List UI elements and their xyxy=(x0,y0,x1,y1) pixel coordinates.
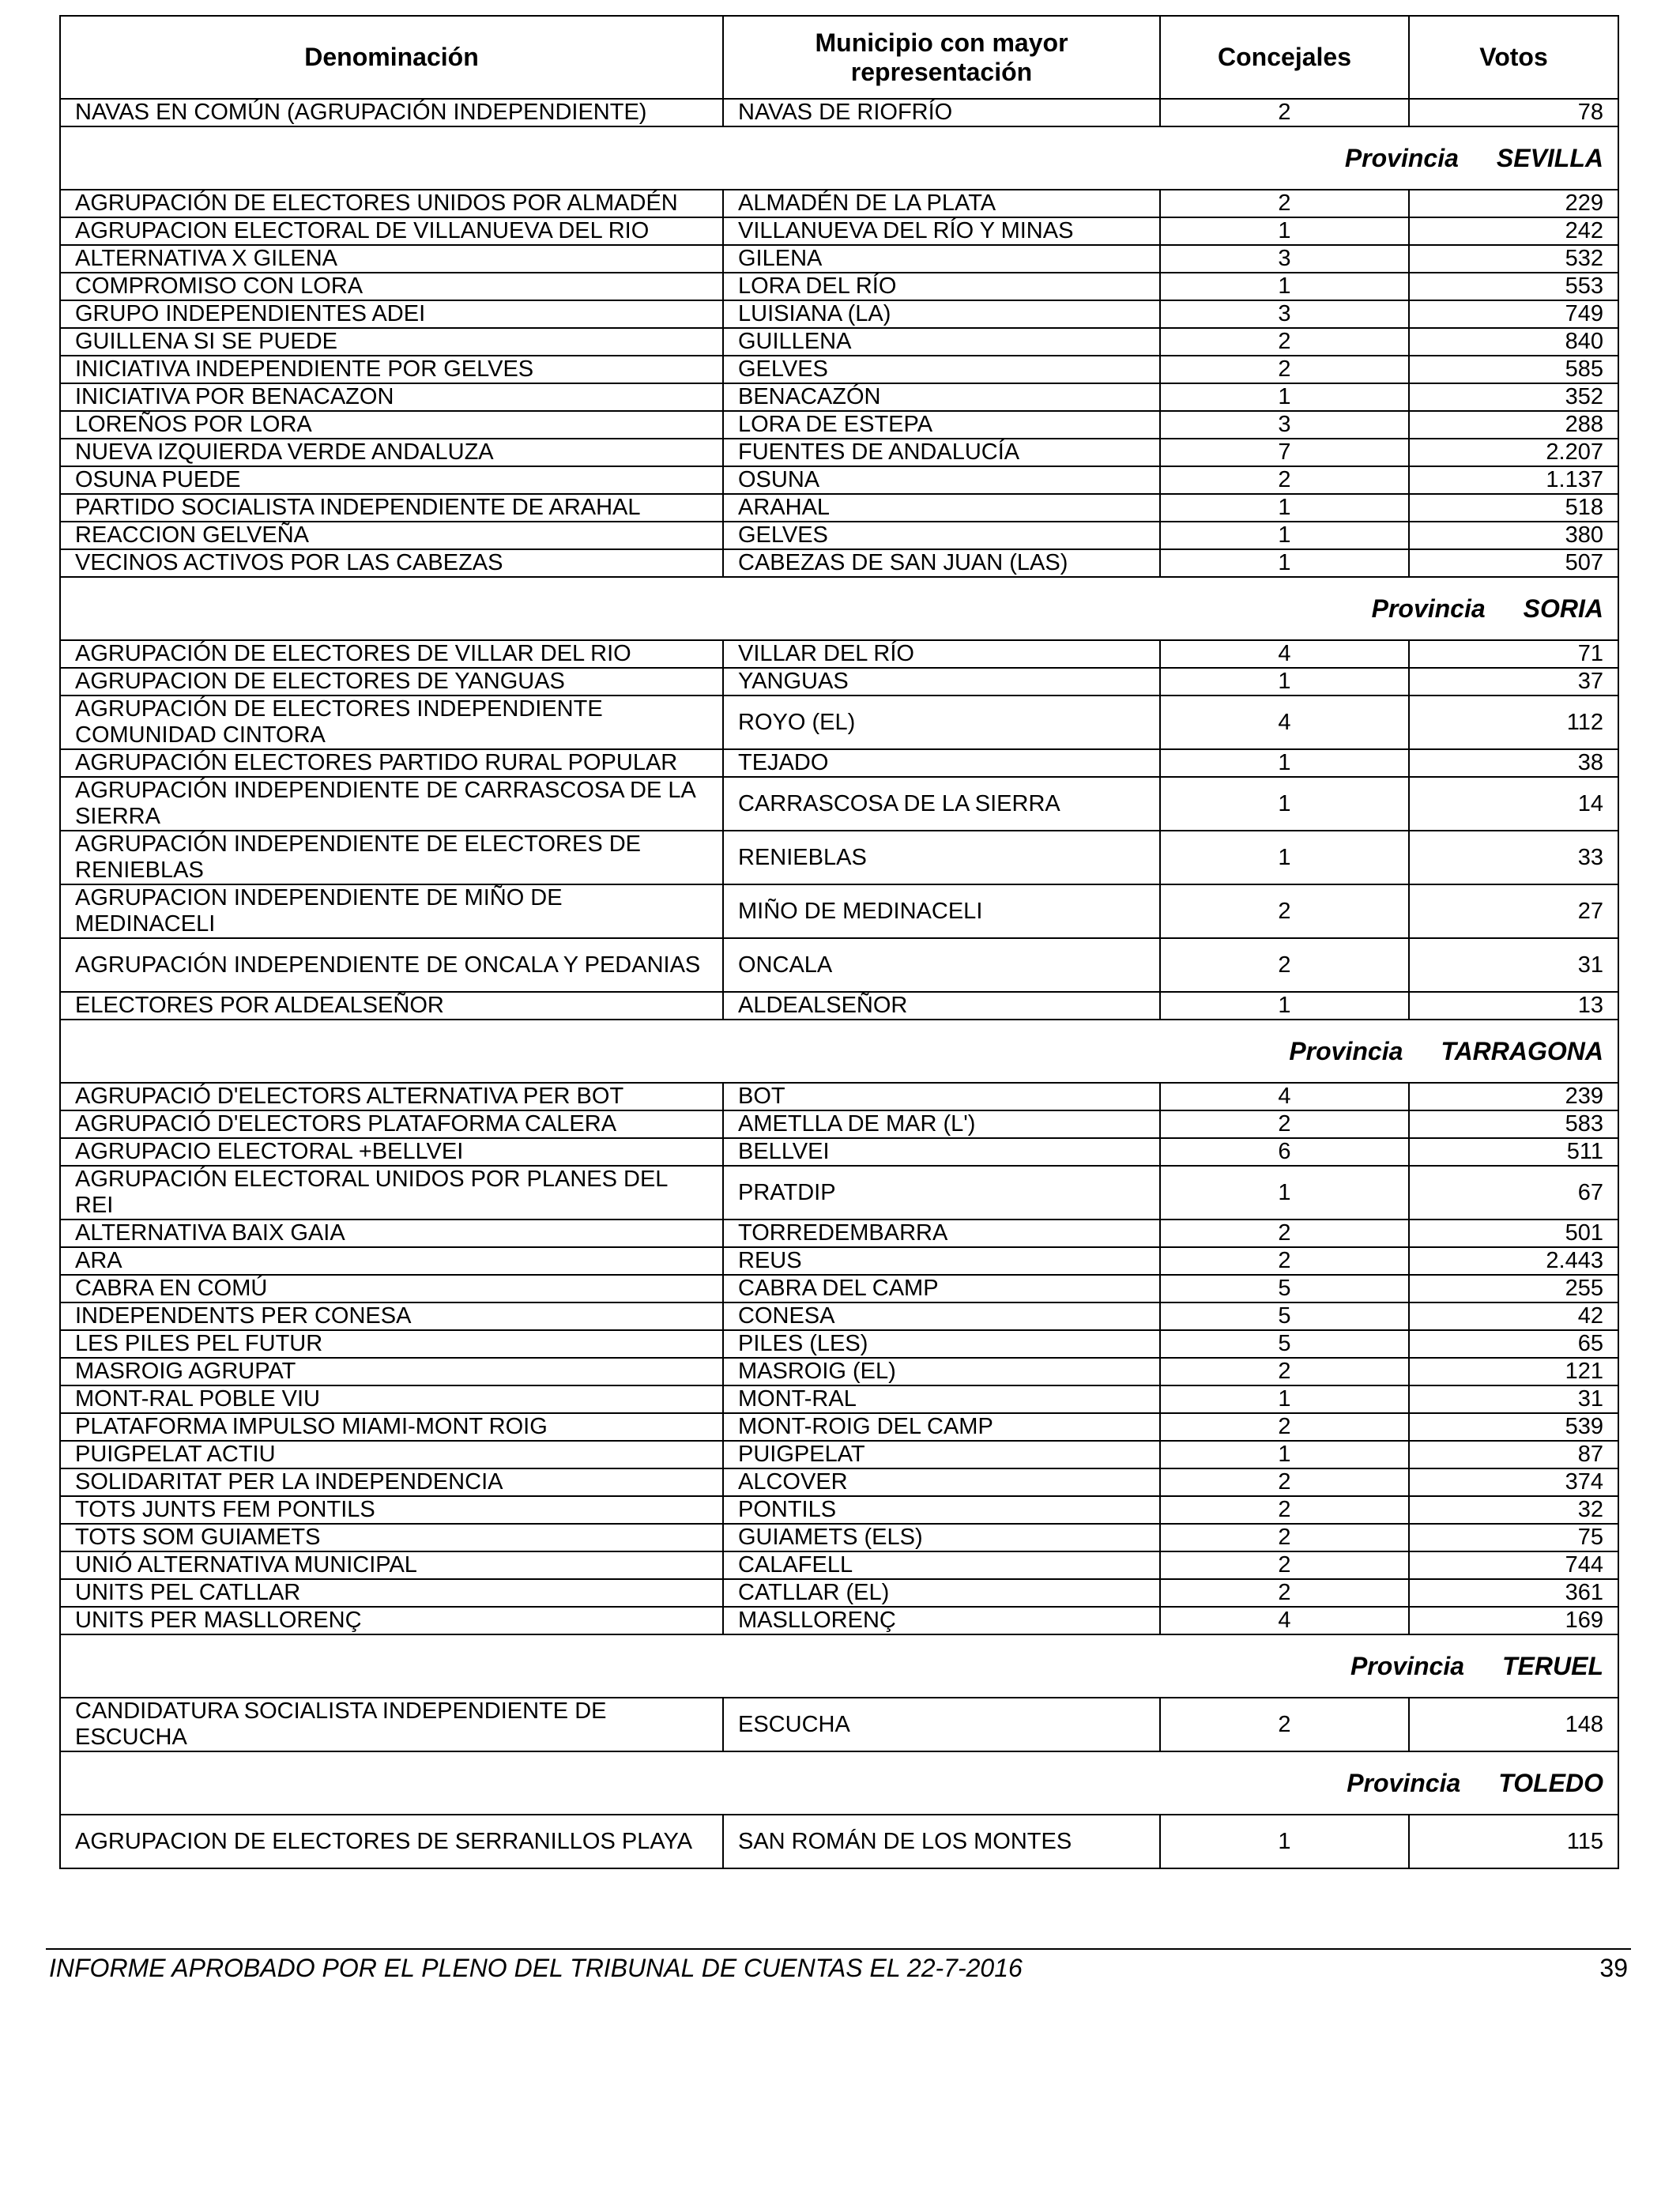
cell-denominacion: MONT-RAL POBLE VIU xyxy=(60,1385,723,1413)
table-row xyxy=(60,1496,1618,1524)
cell-municipio: BENACAZÓN xyxy=(723,383,1160,411)
table-row xyxy=(60,439,1618,466)
cell-denominacion: AGRUPACIÓN INDEPENDIENTE DE ONCALA Y PEDANIAS xyxy=(60,938,723,992)
cell-concejales: 1 xyxy=(1160,749,1409,777)
cell-municipio: ALMADÉN DE LA PLATA xyxy=(723,190,1160,217)
cell-votos: 511 xyxy=(1409,1138,1618,1166)
table-row xyxy=(60,190,1618,217)
table-row xyxy=(60,1247,1618,1275)
cell-denominacion: AGRUPACION INDEPENDIENTE DE MIÑO DE MEDINACELI xyxy=(60,884,723,938)
cell-concejales: 3 xyxy=(1160,300,1409,328)
cell-votos: 32 xyxy=(1409,1496,1618,1524)
cell-denominacion: TOTS SOM GUIAMETS xyxy=(60,1524,723,1551)
cell-denominacion: AGRUPACION DE ELECTORES DE YANGUAS xyxy=(60,668,723,696)
cell-votos: 539 xyxy=(1409,1413,1618,1441)
table-row xyxy=(60,831,1618,884)
cell-denominacion: AGRUPACION DE ELECTORES DE SERRANILLOS PLAYA xyxy=(60,1815,723,1868)
cell-votos: 148 xyxy=(1409,1698,1618,1751)
cell-municipio: VILLAR DEL RÍO xyxy=(723,640,1160,668)
cell-municipio: PRATDIP xyxy=(723,1166,1160,1220)
province-label: Provincia xyxy=(1289,1036,1403,1065)
cell-votos: 507 xyxy=(1409,549,1618,577)
table-row xyxy=(60,1138,1618,1166)
cell-denominacion: SOLIDARITAT PER LA INDEPENDENCIA xyxy=(60,1468,723,1496)
cell-votos: 31 xyxy=(1409,938,1618,992)
cell-votos: 14 xyxy=(1409,777,1618,831)
cell-municipio: GELVES xyxy=(723,522,1160,549)
cell-municipio: LORA DE ESTEPA xyxy=(723,411,1160,439)
cell-municipio: CATLLAR (EL) xyxy=(723,1579,1160,1607)
province-name: TARRAGONA xyxy=(1441,1036,1603,1065)
cell-municipio: ROYO (EL) xyxy=(723,696,1160,749)
province-name: SORIA xyxy=(1523,594,1603,623)
footer-text: INFORME APROBADO POR EL PLENO DEL TRIBUNAL DE CUENTAS EL 22-7-2016 xyxy=(49,1954,1023,1982)
table-row xyxy=(60,1441,1618,1468)
province-label: Provincia xyxy=(1344,143,1459,172)
table-row xyxy=(60,1468,1618,1496)
cell-denominacion: AGRUPACIÓN INDEPENDIENTE DE CARRASCOSA DE LA SIERRA xyxy=(60,777,723,831)
cell-votos: 239 xyxy=(1409,1083,1618,1110)
table-row xyxy=(60,356,1618,383)
cell-municipio: ALCOVER xyxy=(723,1468,1160,1496)
table-row xyxy=(60,1385,1618,1413)
table-row xyxy=(60,668,1618,696)
cell-denominacion: AGRUPACIÓ D'ELECTORS ALTERNATIVA PER BOT xyxy=(60,1083,723,1110)
cell-votos: 115 xyxy=(1409,1815,1618,1868)
cell-municipio: PONTILS xyxy=(723,1496,1160,1524)
cell-municipio: RENIEBLAS xyxy=(723,831,1160,884)
cell-municipio: MONT-ROIG DEL CAMP xyxy=(723,1413,1160,1441)
cell-denominacion: REACCION GELVEÑA xyxy=(60,522,723,549)
cell-denominacion: MASROIG AGRUPAT xyxy=(60,1358,723,1385)
cell-municipio: AMETLLA DE MAR (L') xyxy=(723,1110,1160,1138)
cell-concejales: 2 xyxy=(1160,884,1409,938)
cell-denominacion: ARA xyxy=(60,1247,723,1275)
cell-municipio: VILLANUEVA DEL RÍO Y MINAS xyxy=(723,217,1160,245)
cell-votos: 33 xyxy=(1409,831,1618,884)
cell-concejales: 1 xyxy=(1160,831,1409,884)
table-row xyxy=(60,494,1618,522)
cell-concejales: 2 xyxy=(1160,938,1409,992)
cell-concejales: 2 xyxy=(1160,1220,1409,1247)
cell-votos: 2.207 xyxy=(1409,439,1618,466)
cell-denominacion: UNIÓ ALTERNATIVA MUNICIPAL xyxy=(60,1551,723,1579)
cell-votos: 242 xyxy=(1409,217,1618,245)
cell-denominacion: GRUPO INDEPENDIENTES ADEI xyxy=(60,300,723,328)
cell-concejales: 2 xyxy=(1160,1468,1409,1496)
province-name: TERUEL xyxy=(1502,1651,1603,1680)
cell-concejales: 1 xyxy=(1160,1815,1409,1868)
cell-municipio: LUISIANA (LA) xyxy=(723,300,1160,328)
cell-concejales: 2 xyxy=(1160,1496,1409,1524)
cell-municipio: TORREDEMBARRA xyxy=(723,1220,1160,1247)
cell-votos: 583 xyxy=(1409,1110,1618,1138)
province-label: Provincia xyxy=(1350,1651,1464,1680)
cell-municipio: MASLLORENÇ xyxy=(723,1607,1160,1634)
cell-municipio: YANGUAS xyxy=(723,668,1160,696)
cell-concejales: 2 xyxy=(1160,356,1409,383)
cell-concejales: 2 xyxy=(1160,1579,1409,1607)
cell-votos: 255 xyxy=(1409,1275,1618,1302)
cell-municipio: ESCUCHA xyxy=(723,1698,1160,1751)
cell-concejales: 2 xyxy=(1160,190,1409,217)
cell-votos: 229 xyxy=(1409,190,1618,217)
cell-concejales: 4 xyxy=(1160,696,1409,749)
footer-rule xyxy=(46,1948,1631,1950)
cell-concejales: 1 xyxy=(1160,549,1409,577)
cell-concejales: 2 xyxy=(1160,1358,1409,1385)
cell-municipio: CABRA DEL CAMP xyxy=(723,1275,1160,1302)
table-row xyxy=(60,466,1618,494)
cell-votos: 840 xyxy=(1409,328,1618,356)
table-row xyxy=(60,1413,1618,1441)
cell-denominacion: GUILLENA SI SE PUEDE xyxy=(60,328,723,356)
cell-municipio: OSUNA xyxy=(723,466,1160,494)
cell-denominacion: ELECTORES POR ALDEALSEÑOR xyxy=(60,992,723,1020)
results-table xyxy=(59,15,1619,1869)
province-name: SEVILLA xyxy=(1496,143,1603,172)
header-votos: Votos xyxy=(1409,16,1618,99)
cell-denominacion: LES PILES PEL FUTUR xyxy=(60,1330,723,1358)
table-row xyxy=(60,383,1618,411)
table-row xyxy=(60,522,1618,549)
cell-denominacion: CANDIDATURA SOCIALISTA INDEPENDIENTE DE ESCUCHA xyxy=(60,1698,723,1751)
province-label: Provincia xyxy=(1347,1768,1461,1797)
cell-denominacion: AGRUPACIO ELECTORAL +BELLVEI xyxy=(60,1138,723,1166)
cell-denominacion: INICIATIVA INDEPENDIENTE POR GELVES xyxy=(60,356,723,383)
cell-concejales: 5 xyxy=(1160,1302,1409,1330)
province-header xyxy=(60,1020,1618,1083)
table-row xyxy=(60,549,1618,577)
cell-votos: 67 xyxy=(1409,1166,1618,1220)
cell-concejales: 2 xyxy=(1160,99,1409,126)
cell-votos: 288 xyxy=(1409,411,1618,439)
cell-votos: 380 xyxy=(1409,522,1618,549)
cell-concejales: 2 xyxy=(1160,466,1409,494)
table-row xyxy=(60,1815,1618,1868)
cell-denominacion: OSUNA PUEDE xyxy=(60,466,723,494)
province-header-row xyxy=(60,1751,1618,1815)
table-row xyxy=(60,217,1618,245)
cell-municipio: GILENA xyxy=(723,245,1160,273)
table-row xyxy=(60,99,1618,126)
cell-votos: 361 xyxy=(1409,1579,1618,1607)
cell-denominacion: AGRUPACIÓN DE ELECTORES INDEPENDIENTE COMUNIDAD CINTORA xyxy=(60,696,723,749)
cell-votos: 27 xyxy=(1409,884,1618,938)
cell-municipio: MIÑO DE MEDINACELI xyxy=(723,884,1160,938)
cell-denominacion: UNITS PER MASLLORENÇ xyxy=(60,1607,723,1634)
cell-concejales: 1 xyxy=(1160,1166,1409,1220)
cell-denominacion: COMPROMISO CON LORA xyxy=(60,273,723,300)
page-number: 39 xyxy=(1599,1954,1628,1982)
table-row xyxy=(60,884,1618,938)
cell-denominacion: AGRUPACION ELECTORAL DE VILLANUEVA DEL RIO xyxy=(60,217,723,245)
table-row xyxy=(60,1579,1618,1607)
cell-denominacion: AGRUPACIÓN ELECTORAL UNIDOS POR PLANES DEL REI xyxy=(60,1166,723,1220)
cell-concejales: 4 xyxy=(1160,1607,1409,1634)
table-row xyxy=(60,1607,1618,1634)
cell-votos: 744 xyxy=(1409,1551,1618,1579)
cell-votos: 374 xyxy=(1409,1468,1618,1496)
cell-municipio: PILES (LES) xyxy=(723,1330,1160,1358)
cell-votos: 31 xyxy=(1409,1385,1618,1413)
cell-concejales: 2 xyxy=(1160,328,1409,356)
cell-denominacion: INICIATIVA POR BENACAZON xyxy=(60,383,723,411)
cell-concejales: 1 xyxy=(1160,1385,1409,1413)
province-header xyxy=(60,126,1618,190)
cell-denominacion: PUIGPELAT ACTIU xyxy=(60,1441,723,1468)
cell-concejales: 5 xyxy=(1160,1330,1409,1358)
cell-concejales: 1 xyxy=(1160,383,1409,411)
cell-denominacion: NAVAS EN COMÚN (AGRUPACIÓN INDEPENDIENTE) xyxy=(60,99,723,126)
province-header-row xyxy=(60,1634,1618,1698)
cell-concejales: 1 xyxy=(1160,777,1409,831)
cell-votos: 2.443 xyxy=(1409,1247,1618,1275)
cell-concejales: 2 xyxy=(1160,1413,1409,1441)
table-row xyxy=(60,938,1618,992)
cell-votos: 532 xyxy=(1409,245,1618,273)
cell-concejales: 1 xyxy=(1160,1441,1409,1468)
cell-concejales: 1 xyxy=(1160,522,1409,549)
cell-municipio: ALDEALSEÑOR xyxy=(723,992,1160,1020)
cell-denominacion: CABRA EN COMÚ xyxy=(60,1275,723,1302)
province-header xyxy=(60,1751,1618,1815)
cell-denominacion: PARTIDO SOCIALISTA INDEPENDIENTE DE ARAHAL xyxy=(60,494,723,522)
table-body xyxy=(60,99,1618,1868)
header-concejales: Concejales xyxy=(1160,16,1409,99)
province-header xyxy=(60,1634,1618,1698)
table-row xyxy=(60,1166,1618,1220)
cell-votos: 553 xyxy=(1409,273,1618,300)
cell-votos: 37 xyxy=(1409,668,1618,696)
cell-votos: 38 xyxy=(1409,749,1618,777)
cell-municipio: BOT xyxy=(723,1083,1160,1110)
table-row xyxy=(60,1358,1618,1385)
table-row xyxy=(60,411,1618,439)
cell-denominacion: AGRUPACIÓN INDEPENDIENTE DE ELECTORES DE RENIEBLAS xyxy=(60,831,723,884)
cell-municipio: CALAFELL xyxy=(723,1551,1160,1579)
province-header xyxy=(60,577,1618,640)
cell-votos: 749 xyxy=(1409,300,1618,328)
cell-votos: 13 xyxy=(1409,992,1618,1020)
table-row xyxy=(60,1110,1618,1138)
cell-votos: 87 xyxy=(1409,1441,1618,1468)
cell-concejales: 4 xyxy=(1160,1083,1409,1110)
table-row xyxy=(60,1698,1618,1751)
table-row xyxy=(60,1275,1618,1302)
cell-denominacion: LOREÑOS POR LORA xyxy=(60,411,723,439)
cell-municipio: SAN ROMÁN DE LOS MONTES xyxy=(723,1815,1160,1868)
cell-municipio: GUIAMETS (ELS) xyxy=(723,1524,1160,1551)
cell-votos: 78 xyxy=(1409,99,1618,126)
province-header-row xyxy=(60,126,1618,190)
cell-municipio: TEJADO xyxy=(723,749,1160,777)
cell-municipio: REUS xyxy=(723,1247,1160,1275)
table-row xyxy=(60,245,1618,273)
table-row xyxy=(60,1220,1618,1247)
province-label: Provincia xyxy=(1371,594,1486,623)
province-name: TOLEDO xyxy=(1498,1768,1603,1797)
cell-municipio: LORA DEL RÍO xyxy=(723,273,1160,300)
cell-concejales: 2 xyxy=(1160,1698,1409,1751)
cell-votos: 42 xyxy=(1409,1302,1618,1330)
table-row xyxy=(60,328,1618,356)
cell-municipio: ARAHAL xyxy=(723,494,1160,522)
cell-denominacion: INDEPENDENTS PER CONESA xyxy=(60,1302,723,1330)
cell-denominacion: AGRUPACIÓN DE ELECTORES UNIDOS POR ALMADÉN xyxy=(60,190,723,217)
cell-votos: 112 xyxy=(1409,696,1618,749)
cell-votos: 501 xyxy=(1409,1220,1618,1247)
cell-votos: 585 xyxy=(1409,356,1618,383)
cell-votos: 121 xyxy=(1409,1358,1618,1385)
cell-concejales: 3 xyxy=(1160,245,1409,273)
cell-concejales: 2 xyxy=(1160,1551,1409,1579)
cell-votos: 1.137 xyxy=(1409,466,1618,494)
cell-municipio: CARRASCOSA DE LA SIERRA xyxy=(723,777,1160,831)
cell-votos: 75 xyxy=(1409,1524,1618,1551)
cell-municipio: ONCALA xyxy=(723,938,1160,992)
cell-municipio: MASROIG (EL) xyxy=(723,1358,1160,1385)
cell-municipio: BELLVEI xyxy=(723,1138,1160,1166)
table-row xyxy=(60,696,1618,749)
cell-votos: 352 xyxy=(1409,383,1618,411)
cell-concejales: 2 xyxy=(1160,1110,1409,1138)
cell-votos: 169 xyxy=(1409,1607,1618,1634)
table-row xyxy=(60,300,1618,328)
cell-municipio: CONESA xyxy=(723,1302,1160,1330)
table-row xyxy=(60,640,1618,668)
table-row xyxy=(60,992,1618,1020)
cell-denominacion: AGRUPACIÓ D'ELECTORS PLATAFORMA CALERA xyxy=(60,1110,723,1138)
cell-municipio: PUIGPELAT xyxy=(723,1441,1160,1468)
cell-votos: 518 xyxy=(1409,494,1618,522)
table-row xyxy=(60,1302,1618,1330)
cell-denominacion: AGRUPACIÓN DE ELECTORES DE VILLAR DEL RIO xyxy=(60,640,723,668)
cell-concejales: 1 xyxy=(1160,992,1409,1020)
header-municipio: Municipio con mayor representación xyxy=(723,16,1160,99)
cell-concejales: 5 xyxy=(1160,1275,1409,1302)
cell-municipio: CABEZAS DE SAN JUAN (LAS) xyxy=(723,549,1160,577)
table-row xyxy=(60,273,1618,300)
province-header-row xyxy=(60,577,1618,640)
cell-municipio: FUENTES DE ANDALUCÍA xyxy=(723,439,1160,466)
table-row xyxy=(60,1551,1618,1579)
province-header-row xyxy=(60,1020,1618,1083)
table-row xyxy=(60,1524,1618,1551)
header-denominacion: Denominación xyxy=(60,16,723,99)
cell-votos: 65 xyxy=(1409,1330,1618,1358)
cell-concejales: 6 xyxy=(1160,1138,1409,1166)
table-header-row xyxy=(60,16,1618,99)
cell-denominacion: PLATAFORMA IMPULSO MIAMI-MONT ROIG xyxy=(60,1413,723,1441)
cell-municipio: GUILLENA xyxy=(723,328,1160,356)
cell-concejales: 3 xyxy=(1160,411,1409,439)
cell-denominacion: TOTS JUNTS FEM PONTILS xyxy=(60,1496,723,1524)
table-row xyxy=(60,1083,1618,1110)
cell-votos: 71 xyxy=(1409,640,1618,668)
cell-denominacion: VECINOS ACTIVOS POR LAS CABEZAS xyxy=(60,549,723,577)
cell-denominacion: ALTERNATIVA BAIX GAIA xyxy=(60,1220,723,1247)
table-row xyxy=(60,777,1618,831)
cell-concejales: 7 xyxy=(1160,439,1409,466)
cell-concejales: 1 xyxy=(1160,494,1409,522)
cell-denominacion: ALTERNATIVA X GILENA xyxy=(60,245,723,273)
table-row xyxy=(60,1330,1618,1358)
cell-concejales: 4 xyxy=(1160,640,1409,668)
cell-concejales: 2 xyxy=(1160,1247,1409,1275)
table-row xyxy=(60,749,1618,777)
cell-municipio: MONT-RAL xyxy=(723,1385,1160,1413)
cell-municipio: GELVES xyxy=(723,356,1160,383)
cell-denominacion: NUEVA IZQUIERDA VERDE ANDALUZA xyxy=(60,439,723,466)
cell-denominacion: UNITS PEL CATLLAR xyxy=(60,1579,723,1607)
cell-concejales: 2 xyxy=(1160,1524,1409,1551)
cell-concejales: 1 xyxy=(1160,668,1409,696)
cell-concejales: 1 xyxy=(1160,273,1409,300)
cell-concejales: 1 xyxy=(1160,217,1409,245)
cell-municipio: NAVAS DE RIOFRÍO xyxy=(723,99,1160,126)
cell-denominacion: AGRUPACIÓN ELECTORES PARTIDO RURAL POPULAR xyxy=(60,749,723,777)
